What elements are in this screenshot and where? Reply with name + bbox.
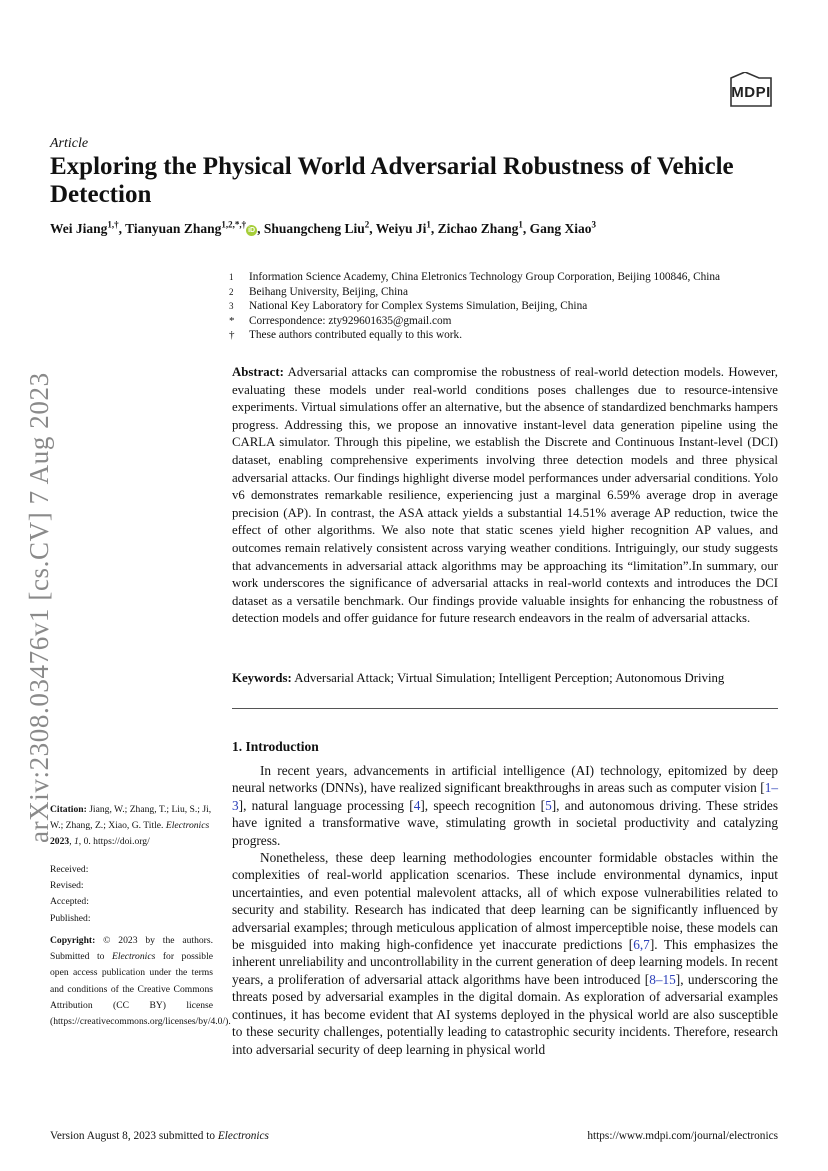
author-name: Weiyu Ji [375, 221, 427, 236]
affiliation-item [229, 285, 789, 300]
section-body [232, 762, 778, 1058]
citation-link[interactable]: 5 [545, 797, 552, 813]
author-sup: 1 [426, 219, 431, 230]
keywords [232, 670, 778, 688]
footer-url[interactable]: https://www.mdpi.com/journal/electronics [587, 1130, 778, 1142]
mdpi-logo [719, 72, 779, 110]
author-sup: 1,† [107, 219, 119, 230]
section-heading: 1. Introduction [232, 739, 319, 754]
paper-title: Exploring the Physical World Adversarial Robustness of Vehicle Detection [50, 153, 734, 208]
author-sup: 3 [591, 219, 596, 230]
author-sup: 1 [518, 219, 523, 230]
citation-label: Citation: [50, 804, 87, 815]
affiliation-mark: 3 [229, 301, 234, 312]
received-label: Received: [50, 864, 89, 875]
affiliation-item [229, 270, 789, 285]
affiliation-mark: 2 [229, 286, 234, 297]
citation-box: Citation: Jiang, W.; Zhang, T.; Liu, S.; Ji, W.; Zhang, Z.; Xiao, G. Title. Electronics 2023, 1, 0. https://doi.org/ [50, 804, 212, 848]
copyright-box: Copyright: © 2023 by the authors. Submitted to Electronics for possible open access publication under the terms and conditions of the Creative Commons Attribution (CC BY) license (https://creativecommons.org/licenses/by/4.0/). [50, 935, 231, 1028]
citation-link[interactable]: 8–15 [649, 971, 676, 987]
paragraph: Nonetheless, these deep learning methodologies encounter formidable obstacles within the complexities of real-world application scenarios. These include environmental dynamics, input uncertainties, and even potential malevolent attacks, all of which expose vulnerabilities related to security and stability. Research has indicated that deep learning can be significantly influenced by adversarial examples; through meticulous application of almost imperceptible noise, these models can be misguided into making high-confidence yet inaccurate predictions [6,7]. This emphasizes the inherent unreliability and uncontrollability in the current generation of deep learning models. In recent years, a proliferation of adversarial attack algorithms have been introduced [8–15], underscoring the threats posed by adversarial examples in the digital domain. As exploration of adversarial examples continues, it has become evident that AI systems deployed in the physical world are also susceptible to these security challenges, potentially leading to catastrophic security incidents. Therefore, research into adversarial security of deep learning in physical world [232, 850, 778, 1057]
affiliation-item [229, 299, 789, 314]
copyright-label: Copyright: [50, 935, 96, 946]
affiliation-mark: 1 [229, 272, 234, 282]
arxiv-stamp: arXiv:2308.03476v1 [cs.CV] 7 Aug 2023 [24, 372, 54, 843]
author-sup: 2 [364, 219, 370, 230]
abstract-text: Adversarial attacks can compromise the robustness of real-world detection models. However, evaluating these models under real-world conditions poses challenges due to resource-intensive experiments. Virtual simulations offer an alternative, but the absence of standardized benchmarks hampers progress. Addressing this, we propose an innovative instant-level data generation pipeline using the CARLA simulator. Through this pipeline, we establish the Discrete and Continuous Instant-level (DCI) dataset, enabling comprehensive experiments involving three detection models and three physical adversarial attacks. Our findings highlight diverse model performances under adversarial conditions. Yolo v6 demonstrates remarkable resilience, experiencing just a marginal 6.59% average drop in average precision (AP). In contrast, the ASA attack yields a substantial 14.51% average AP reduction, twice the effect of other algorithms. We also note that static scenes yield higher recognition AP values, and outcomes remain relatively consistent across varying weather conditions. Intriguingly, our study suggests that advancements in adversarial attack algorithms may be approaching its “limitation”.In summary, our work underscores the significance of adversarial attacks in real-world contexts and introduces the DCI dataset as a versatile benchmark. Our findings provide valuable insights for enhancing the robustness of detection models and offer guidance for future research endeavors in the realm of adversarial attacks. [232, 365, 778, 626]
author-list: Wei Jiang$^{1,\dagger}$, Tianyuan Zhang$^{1,2,*,\dagger}$iD , Shuangcheng Liu$^2$, Weiyu Ji$^1$, Zichao Zhang$^1$, Gang Xiao$^3$ [50, 219, 596, 236]
keywords-text: Adversarial Attack; Virtual Simulation; Intelligent Perception; Autonomous Driving [294, 671, 725, 685]
footer-version: Version August 8, 2023 submitted to Electronics [50, 1130, 269, 1142]
author-name: Tianyuan Zhang [125, 221, 222, 236]
affiliation-list [229, 270, 789, 343]
correspondence-email[interactable]: Correspondence: zty929601635@gmail.com [249, 314, 452, 327]
article-type: Article [50, 136, 89, 151]
citation-link[interactable]: 4 [413, 797, 421, 813]
affiliation-mark: * [229, 314, 235, 327]
citation-link[interactable]: 1–3 [232, 780, 778, 813]
orcid-icon[interactable]: iD [248, 227, 256, 234]
publication-dates [50, 862, 213, 927]
citation-link[interactable]: 6,7 [633, 937, 650, 953]
revised-label: Revised: [50, 880, 84, 892]
section-divider [232, 708, 778, 709]
mdpi-logo-text: MDPI [731, 84, 771, 101]
paragraph: In recent years, advancements in artificial intelligence (AI) technology, epitomized by deep neural networks (DNNs), have realized significant breakthroughs in areas such as computer vision [1–3], natural language processing [4], speech recognition [5], and autonomous driving. These strides have ignited a transformative wave, stimulating growth in societal productivity and catalyzing progress. [232, 763, 778, 848]
affiliation-text: National Key Laboratory for Complex Systems Simulation, Beijing, China [249, 300, 588, 313]
author-name: Gang Xiao [529, 221, 592, 236]
abstract-label: Abstract: [232, 365, 284, 379]
affiliation-item [229, 328, 789, 343]
affiliation-item [229, 314, 789, 329]
author-name: Shuangcheng Liu [263, 221, 365, 236]
abstract [232, 364, 778, 628]
affiliation-text: Beihang University, Beijing, China [249, 285, 408, 298]
affiliation-mark: † [229, 329, 235, 342]
author-name: Wei Jiang [50, 221, 108, 236]
affiliation-text: Information Science Academy, China Eletronics Technology Group Corporation, Beijing 100846, China [249, 271, 721, 283]
affiliation-text: These authors contributed equally to this work. [249, 329, 463, 342]
keywords-label: Keywords: [232, 671, 292, 685]
author-name: Zichao Zhang [437, 221, 519, 236]
published-label: Published: [50, 912, 91, 924]
accepted-label: Accepted: [50, 896, 89, 908]
author-sup: 1,2,*,† [221, 219, 247, 230]
